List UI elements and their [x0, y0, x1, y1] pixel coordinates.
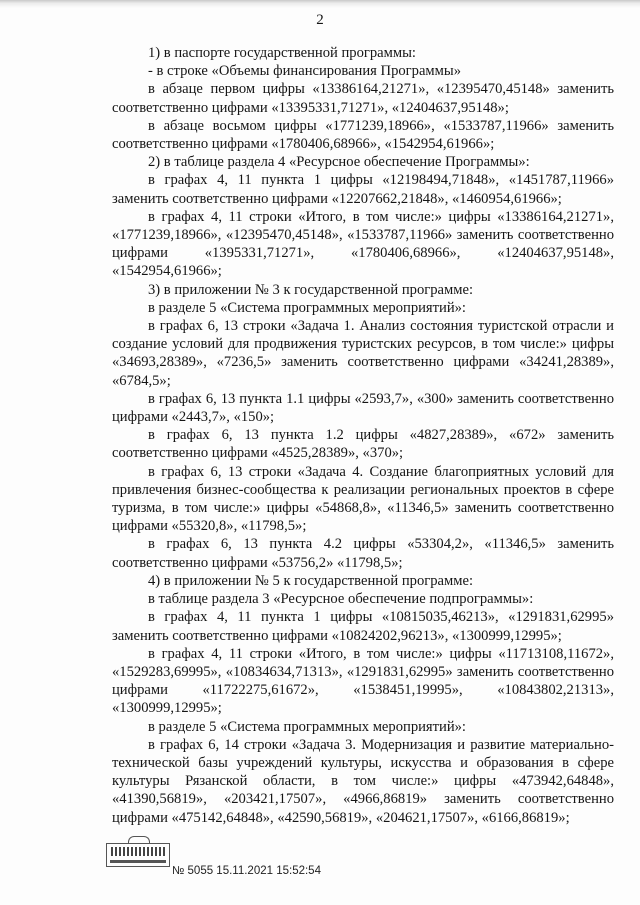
paragraph: в графах 4, 11 пункта 1 цифры «12198494,71848», «1451787,11966» заменить соответственно цифрами «12207662,21848», «1460954,61966»;: [112, 172, 614, 207]
registration-mark: № 5055 15.11.2021 15:52:54: [172, 865, 321, 877]
paragraph: в графах 4, 11 пункта 1 цифры «10815035,46213», «1291831,62995» заменить соответственно цифрами «10824202,96213», «1300999,12995»;: [112, 609, 614, 644]
paragraph: 1) в паспорте государственной программы:: [148, 45, 416, 61]
registry-stamp: [106, 843, 170, 867]
paragraph: в разделе 5 «Система программных мероприятий»:: [148, 718, 466, 735]
paragraph: 3) в приложении № 3 к государственной программе:: [148, 281, 474, 298]
paragraph: в графах 6, 13 пункта 4.2 цифры «53304,2», «11346,5» заменить соответственно цифрами «53756,2» «11798,5»;: [112, 536, 614, 571]
paragraph: - в строке «Объемы финансирования Программы»: [148, 63, 462, 80]
scan-top-edge: [0, 0, 640, 8]
paragraph: в графах 6, 13 строки «Задача 4. Создание благоприятных условий для привлечения бизнес-сообщества к реализации региональных проектов в сфере туризма, в том числе:» цифры «54868,8», «11346,5» заменить соответственно цифрами «55320,8», «11798,5»;: [112, 463, 614, 535]
paragraph: в графах 4, 11 строки «Итого, в том числе:» цифры «11713108,11672», «1529283,69995», «10834634,71313», «1291831,62995» заменить соответственно цифрами «11722275,61672», «1538451,19995», «10843802,21313», «1300999,12995»;: [112, 645, 614, 717]
paragraph: в графах 6, 13 пункта 1.1 цифры «2593,7», «300» заменить соответственно цифрами «2443,7», «150»;: [112, 390, 614, 426]
document-body: [112, 44, 614, 827]
paragraph: в графах 6, 13 пункта 1.2 цифры «4827,28389», «672» заменить соответственно цифрами «4525,28389», «370»;: [112, 427, 614, 462]
paragraph: в графах 4, 11 строки «Итого, в том числе:» цифры «13386164,21271», «1771239,18966», «12395470,45148», «1533787,11966» заменить соответственно цифрами «1395331,71271», «1780406,68966», «12404637,95148», «1542954,61966»;: [112, 208, 614, 280]
paragraph: в абзаце первом цифры «13386164,21271», «12395470,45148» заменить соответственно цифрами «13395331,71271», «12404637,95148»;: [112, 81, 614, 116]
paragraph: в графах 6, 13 строки «Задача 1. Анализ состояния туристской отрасли и создание условий для продвижения туристских ресурсов, в том числе:» цифры «34693,28389», «7236,5» заменить соответственно цифрами «34241,28389», «6784,5»;: [112, 318, 614, 389]
paragraph: 4) в приложении № 5 к государственной программе:: [148, 572, 474, 589]
page-number: 2: [316, 12, 324, 28]
paragraph: 2) в таблице раздела 4 «Ресурсное обеспечение Программы»:: [148, 154, 530, 171]
paragraph: в таблице раздела 3 «Ресурсное обеспечение подпрограммы»:: [148, 591, 534, 608]
paragraph: в абзаце восьмом цифры «1771239,18966», «1533787,11966» заменить соответственно цифрами «1780406,68966», «1542954,61966»;: [112, 117, 614, 153]
paragraph: в разделе 5 «Система программных мероприятий»:: [148, 299, 466, 316]
paragraph: в графах 6, 14 строки «Задача 3. Модернизация и развитие материально-технической базы учреждений культуры, искусства и образования в сфере культуры Рязанской области, в том числе:» цифры «473942,64848», «41390,56819», «203421,17507», «4966,86819» заменить соответственно цифрами «475142,64848», «42590,56819», «204621,17507», «6166,86819»;: [112, 736, 614, 826]
